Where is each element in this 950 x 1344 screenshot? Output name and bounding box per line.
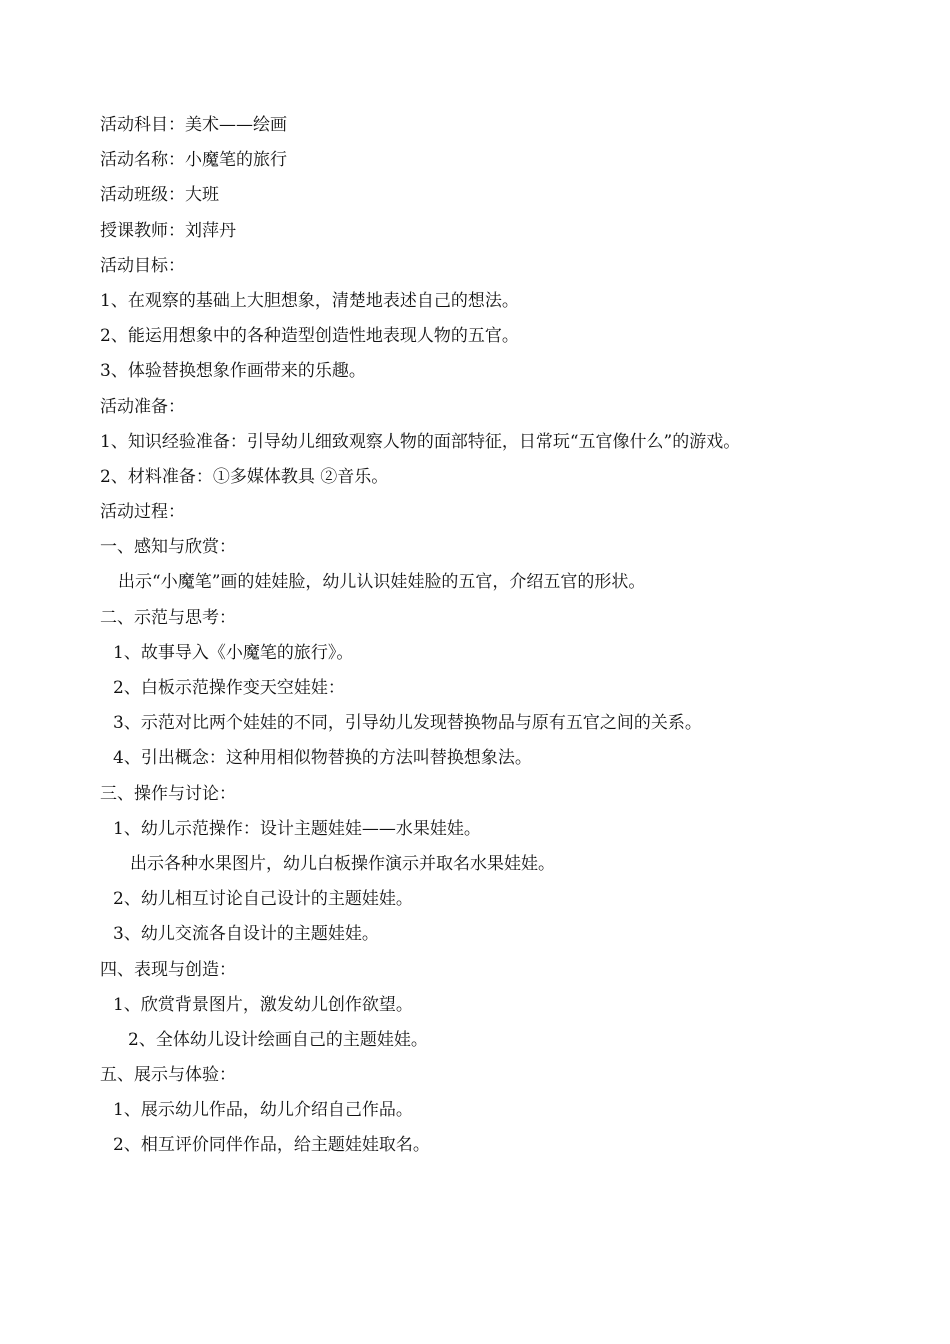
step-item: 2、幼儿相互讨论自己设计的主题娃娃。 bbox=[113, 889, 413, 910]
activity-name-line: 活动名称：小魔笔的旅行 bbox=[100, 150, 287, 171]
teacher-line: 授课教师：刘萍丹 bbox=[100, 220, 236, 241]
section-body: 出示“小魔笔”画的娃娃脸，幼儿认识娃娃脸的五官，介绍五官的形状。 bbox=[118, 572, 646, 593]
step-item: 1、欣赏背景图片，激发幼儿创作欲望。 bbox=[113, 994, 413, 1015]
subject-line: 活动科目：美术——绘画 bbox=[100, 115, 287, 135]
section-heading: 五、展示与体验： bbox=[100, 1065, 236, 1086]
preparation-heading: 活动准备： bbox=[100, 396, 185, 417]
process-heading: 活动过程： bbox=[100, 502, 185, 523]
section-heading: 三、操作与讨论： bbox=[100, 783, 236, 804]
step-item: 4、引出概念：这种用相似物替换的方法叫替换想象法。 bbox=[113, 748, 532, 769]
step-item: 2、白板示范操作变天空娃娃： bbox=[113, 678, 345, 698]
preparation-item: 1、知识经验准备：引导幼儿细致观察人物的面部特征，日常玩“五官像什么”的游戏。 bbox=[100, 431, 741, 452]
goal-item: 3、体验替换想象作画带来的乐趣。 bbox=[100, 361, 366, 382]
step-item: 1、故事导入《小魔笔的旅行》。 bbox=[113, 642, 354, 663]
step-item: 2、相互评价同伴作品，给主题娃娃取名。 bbox=[113, 1135, 430, 1156]
section-heading: 四、表现与创造： bbox=[100, 959, 236, 980]
section-heading: 一、感知与欣赏： bbox=[100, 537, 236, 558]
section-heading: 二、示范与思考： bbox=[100, 607, 236, 628]
lesson-plan-body bbox=[100, 108, 920, 1164]
step-item: 3、示范对比两个娃娃的不同，引导幼儿发现替换物品与原有五官之间的关系。 bbox=[113, 713, 702, 734]
goal-item: 1、在观察的基础上大胆想象，清楚地表述自己的想法。 bbox=[100, 290, 519, 311]
preparation-item: 2、材料准备：①多媒体教具 ②音乐。 bbox=[100, 466, 389, 487]
step-item: 1、展示幼儿作品，幼儿介绍自己作品。 bbox=[113, 1100, 413, 1121]
goal-item: 2、能运用想象中的各种造型创造性地表现人物的五官。 bbox=[100, 326, 519, 347]
step-item: 2、全体幼儿设计绘画自己的主题娃娃。 bbox=[128, 1029, 428, 1050]
class-line: 活动班级：大班 bbox=[100, 185, 219, 206]
goals-heading: 活动目标： bbox=[100, 255, 185, 276]
step-item: 1、幼儿示范操作：设计主题娃娃——水果娃娃。 bbox=[113, 818, 481, 839]
step-detail: 出示各种水果图片，幼儿白板操作演示并取名水果娃娃。 bbox=[130, 853, 555, 874]
step-item: 3、幼儿交流各自设计的主题娃娃。 bbox=[113, 924, 379, 945]
